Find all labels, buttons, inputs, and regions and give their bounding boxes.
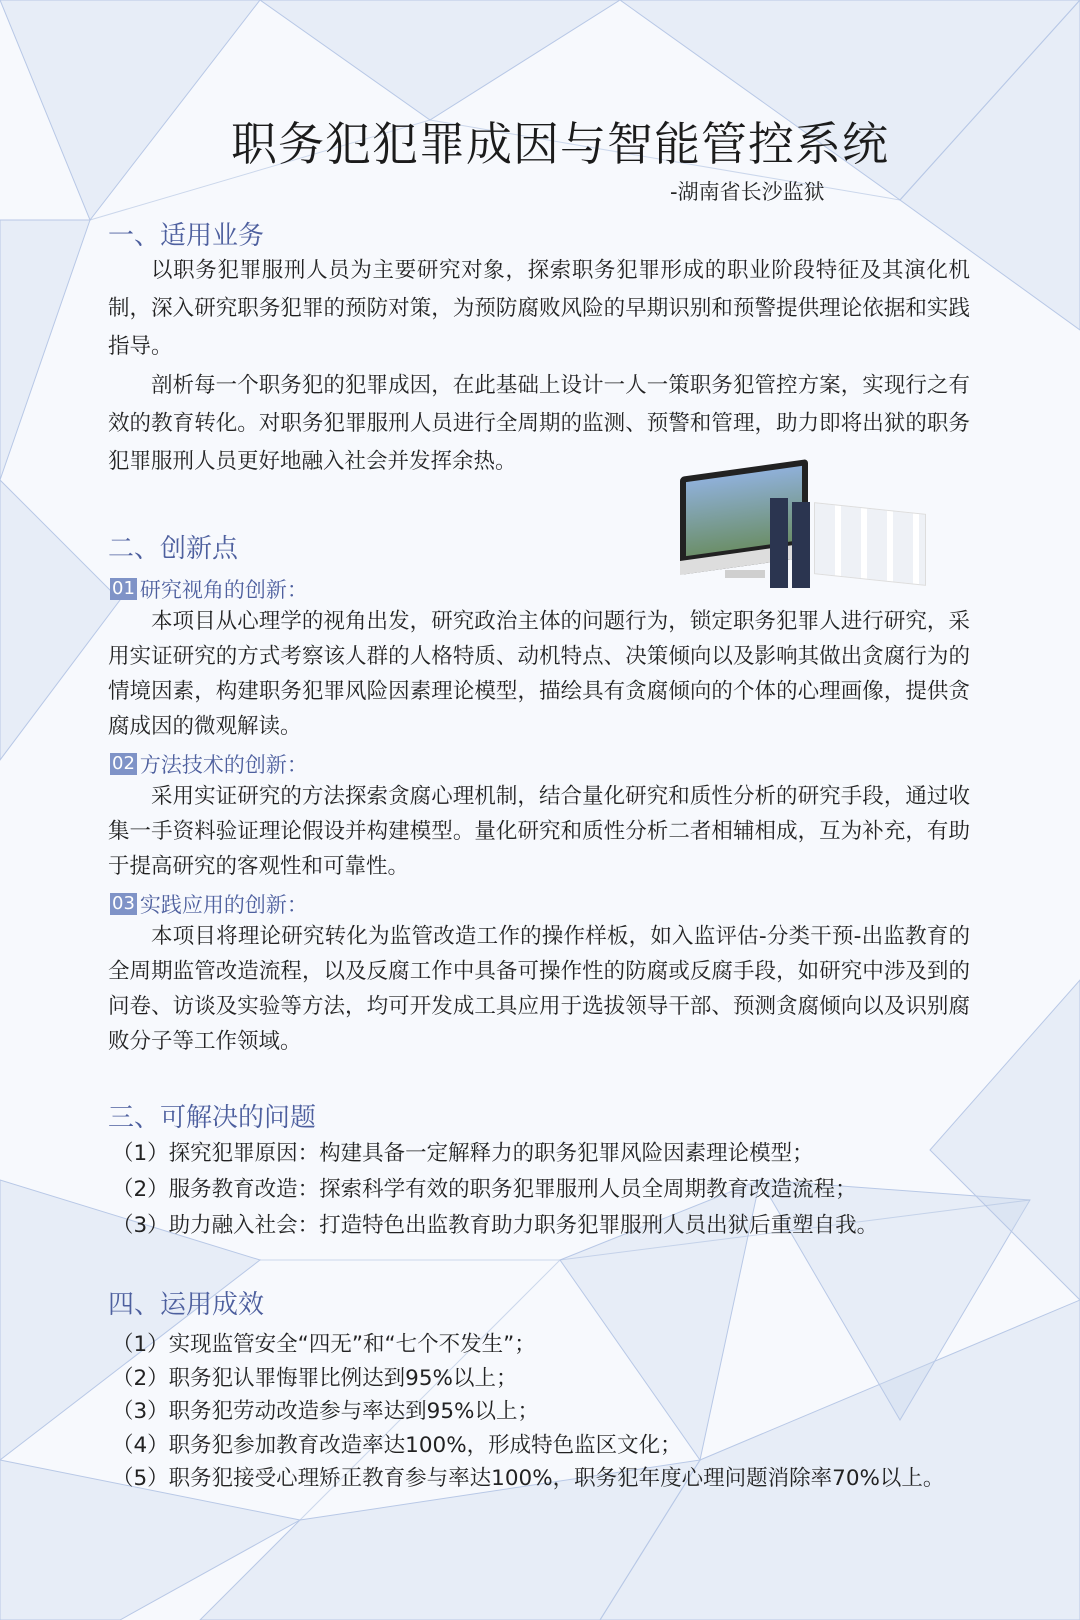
paragraph: 以职务犯罪服刑人员为主要研究对象，探索职务犯罪形成的职业阶段特征及其演化机制，深入研究职务犯罪的预防对策，为预防腐败风险的早期识别和预警提供理论依据和实践指导。: [108, 258, 970, 359]
list-item: （3）职务犯劳动改造参与率达到95%以上；: [112, 1399, 539, 1425]
section-heading-problems-solved: 三、可解决的问题: [108, 1103, 317, 1133]
list-item: （1）探究犯罪原因：构建具备一定解释力的职务犯罪风险因素理论模型；: [112, 1141, 814, 1166]
list-item: （2）职务犯认罪悔罪比例达到95%以上；: [112, 1365, 518, 1391]
list-item: （5）职务犯接受心理矫正教育参与率达100%，职务犯年度心理问题消除率70%以上。: [112, 1466, 945, 1492]
list-item: （3）助力融入社会：打造特色出监教育助力职务犯罪服刑人员出狱后重塑自我。: [112, 1213, 879, 1238]
page-title: 职务犯犯罪成因与智能管控系统: [231, 117, 889, 171]
paragraph: 本项目从心理学的视角出发，研究政治主体的问题行为，锁定职务犯罪人进行研究，采用实证研究的方式考察该人群的人格特质、动机特点、决策倾向以及影响其做出贪腐行为的情境因素，构建职务犯罪风险因素理论模型，描绘具有贪腐倾向的个体的心理画像，提供贪腐成因的微观解读。: [108, 609, 970, 739]
list-item: （4）职务犯参加教育改造率达100%，形成特色监区文化；: [112, 1432, 682, 1458]
innovation-subheading: [110, 574, 308, 604]
section-heading-innovation: 二、创新点: [108, 534, 239, 564]
subheading-text: 研究视角的创新：: [139, 578, 308, 602]
paragraph: 剖析每一个职务犯的犯罪成因，在此基础上设计一人一策职务犯管控方案，实现行之有效的教育转化。对职务犯罪服刑人员进行全周期的监测、预警和管理，助力即将出狱的职务犯罪服刑人员更好地融入社会并发挥余热。: [108, 373, 970, 474]
system-screenshot-image: [680, 458, 970, 588]
problems-list: [112, 1136, 992, 1244]
innovation-subheading: [110, 749, 308, 779]
number-badge: 01: [112, 578, 135, 599]
innovation-subheading: [110, 889, 308, 919]
subheading-text: 方法技术的创新：: [139, 753, 308, 777]
section-heading-results: 四、运用成效: [108, 1290, 265, 1320]
list-item: （2）服务教育改造：探索科学有效的职务犯罪服刑人员全周期教育改造流程；: [112, 1177, 857, 1202]
number-badge: 02: [112, 753, 135, 774]
paragraph: 采用实证研究的方法探索贪腐心理机制，结合量化研究和质性分析的研究手段，通过收集一手资料验证理论假设并构建模型。量化研究和质性分析二者相辅相成，互为补充，有助于提高研究的客观性和可靠性。: [108, 784, 970, 879]
list-item: （1）实现监管安全“四无”和“七个不发生”；: [112, 1332, 536, 1357]
results-list: [112, 1328, 992, 1496]
paragraph: 本项目将理论研究转化为监管改造工作的操作样板，如入监评估-分类干预-出监教育的全周期监管改造流程，以及反腐工作中具备可操作性的防腐或反腐手段，如研究中涉及到的问卷、访谈及实验等方法，均可开发成工具应用于选拔领导干部、预测贪腐倾向以及识别腐败分子等工作领域。: [108, 924, 970, 1054]
subtitle: -湖南省长沙监狱: [670, 180, 825, 204]
section-heading-applicable-business: 一、适用业务: [108, 221, 265, 251]
subheading-text: 实践应用的创新：: [139, 893, 308, 917]
number-badge: 03: [112, 893, 135, 914]
